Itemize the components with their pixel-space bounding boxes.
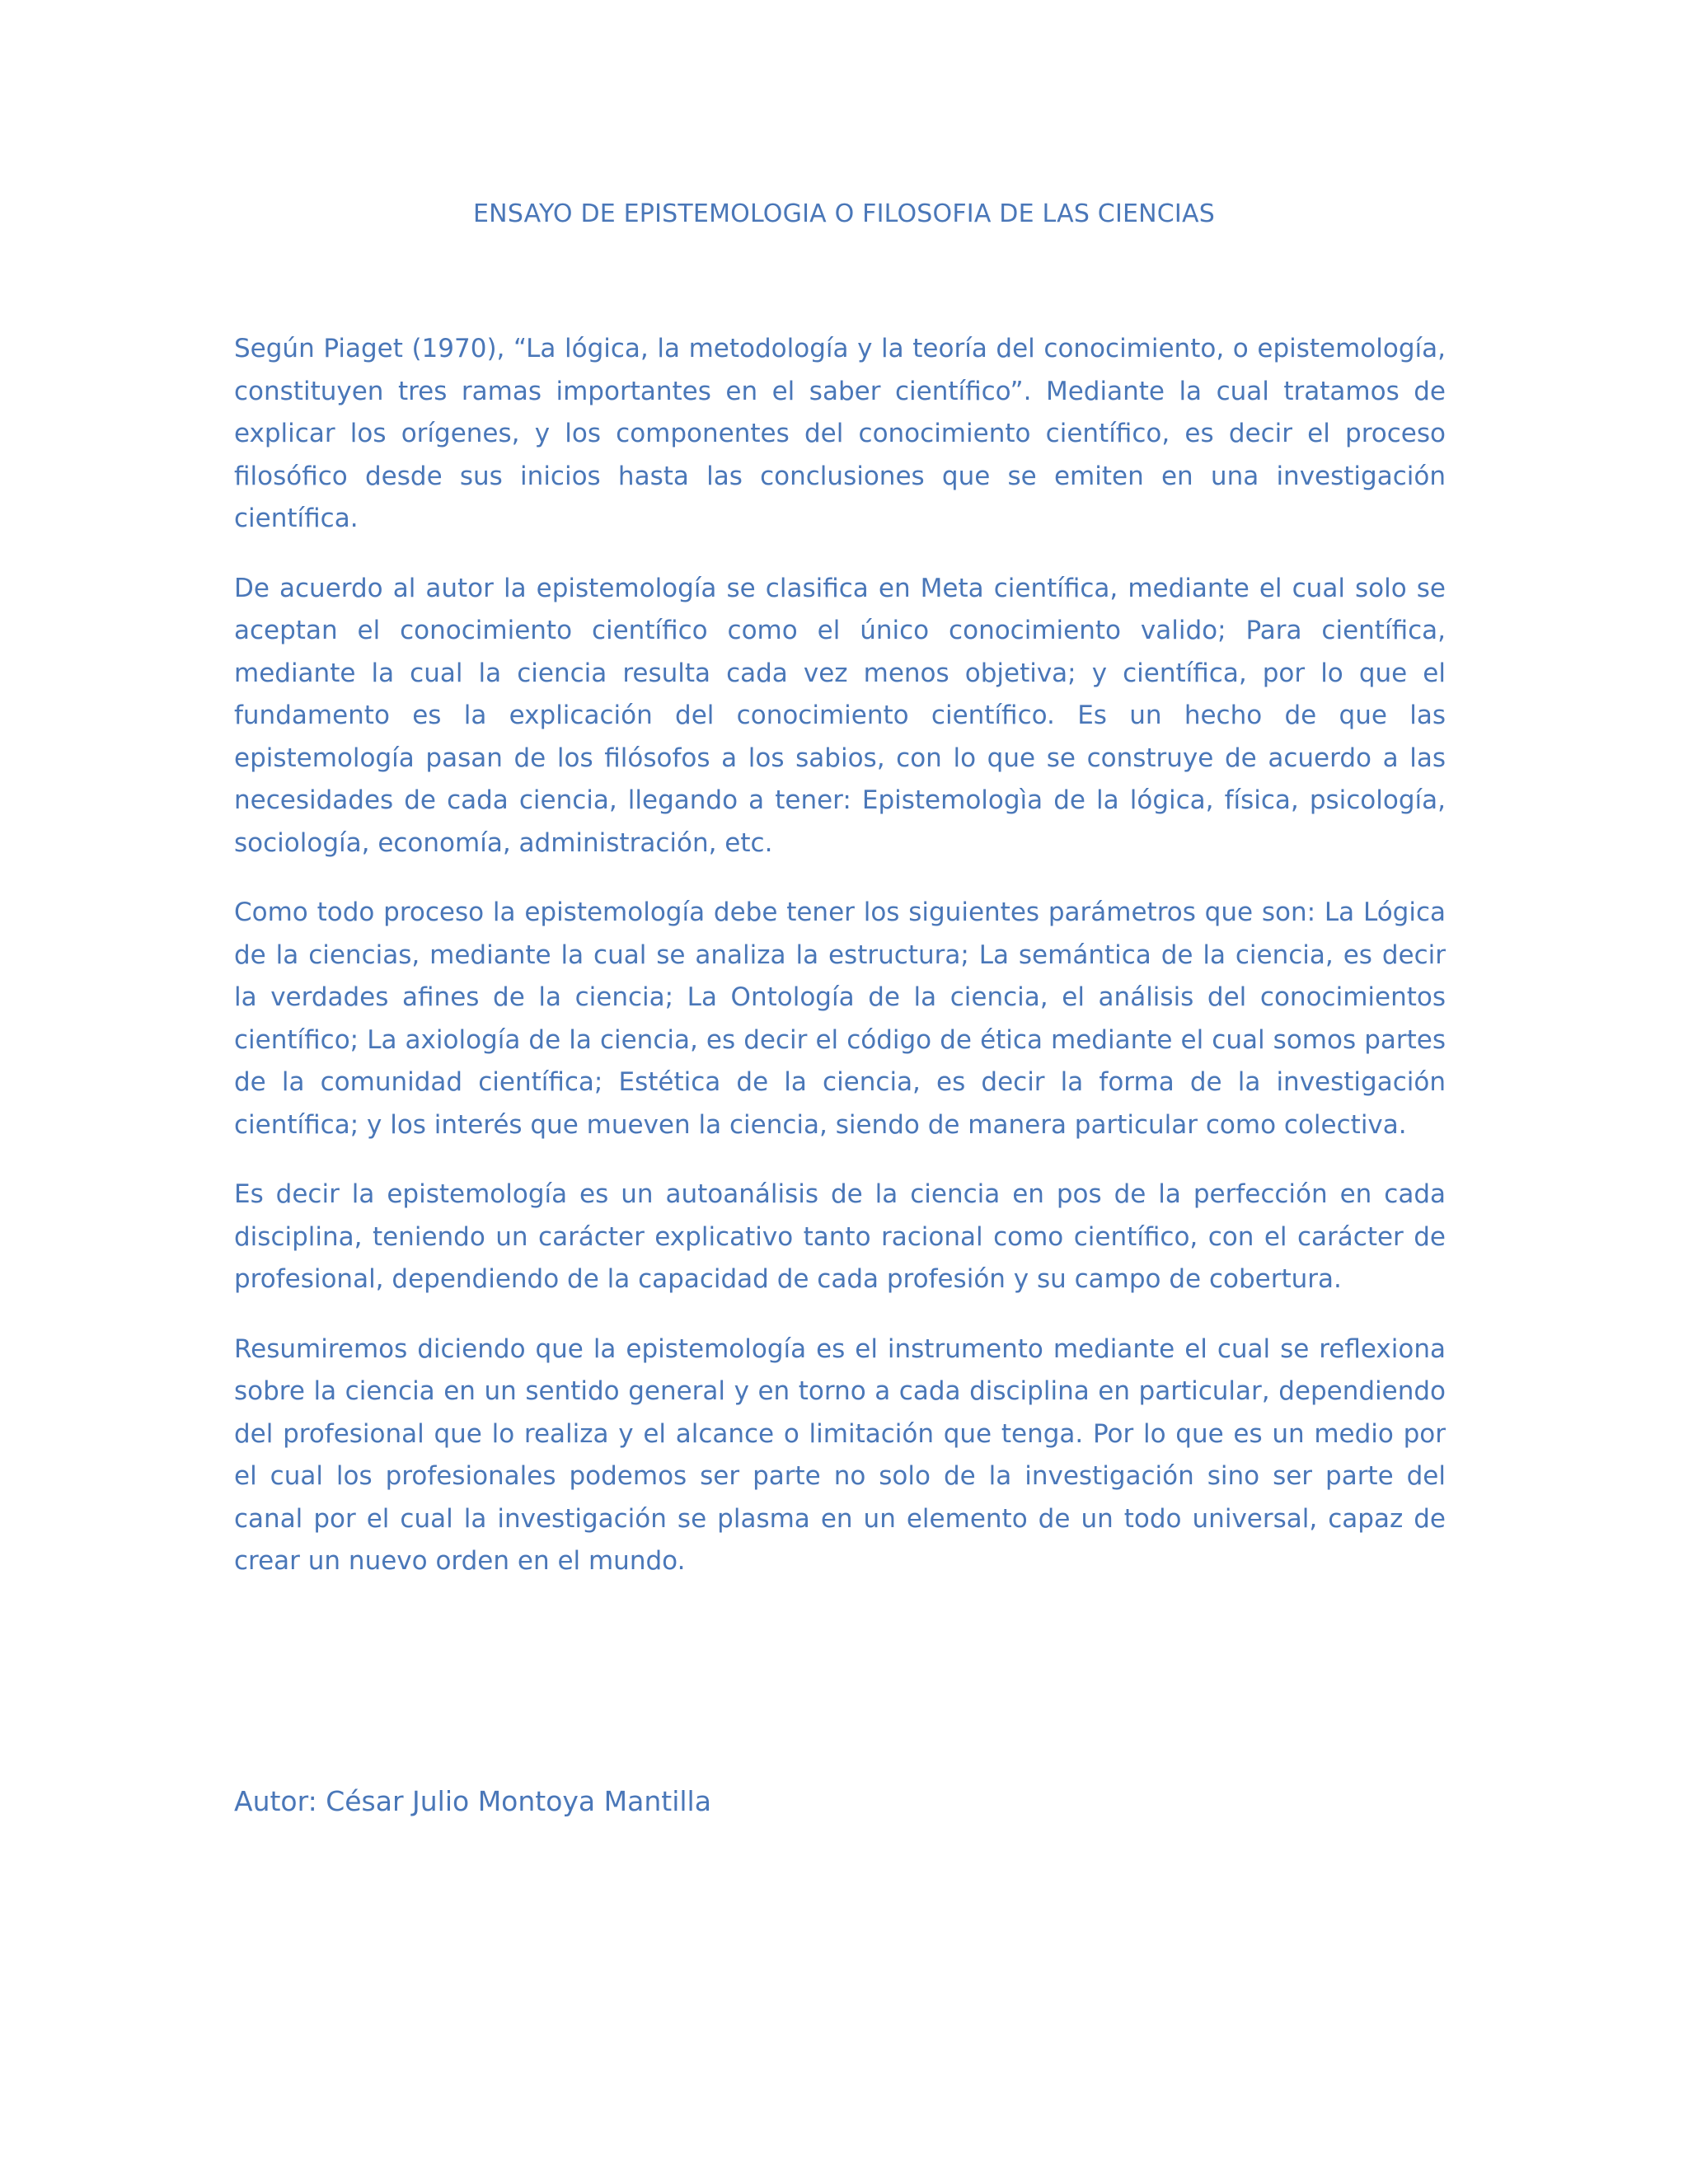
paragraph-1: Según Piaget (1970), “La lógica, la metodología y la teoría del conocimiento, o epistemología, constituyen tres ramas importantes en el saber científico”. Mediante la cual tratamos de explicar los orígenes, y los componentes del conocimiento científico, es decir el proceso filosófico desde sus inicios hasta las conclusiones que se emiten en una investigación científica. [234,334,1446,533]
paragraph-3: Como todo proceso la epistemología debe tener los siguientes parámetros que son: La Lógica de la ciencias, mediante la cual se analiza la estructura; La semántica de la ciencia, es decir la verdades afines de la ciencia; La Ontología de la ciencia, el análisis del conocimientos científico; La axiología de la ciencia, es decir el código de ética mediante el cual somos partes de la comunidad científica; Estética de la ciencia, es decir la forma de la investigación científica; y los interés que mueven la ciencia, siendo de manera particular como colectiva. [234,898,1446,1140]
paragraph-2: De acuerdo al autor la epistemología se clasifica en Meta científica, mediante el cual solo se aceptan el conocimiento científico como el único conocimiento valido; Para científica, mediante la cual la ciencia resulta cada vez menos objetiva; y científica, por lo que el fundamento es la explicación del conocimiento científico. Es un hecho de que las epistemología pasan de los filósofos a los sabios, con lo que se construye de acuerdo a las necesidades de cada ciencia, llegando a tener: Epistemologìa de la lógica, física, psicología, sociología, economía, administración, etc. [234,573,1446,858]
document-title: ENSAYO DE EPISTEMOLOGIA O FILOSOFIA DE LAS CIENCIAS [473,199,1215,228]
paragraph-4: Es decir la epistemología es un autoanálisis de la ciencia en pos de la perfección en cada disciplina, teniendo un carácter explicativo tanto racional como científico, con el carácter de profesional, dependiendo de la capacidad de cada profesión y su campo de cobertura. [234,1179,1446,1294]
paragraph-5: Resumiremos diciendo que la epistemología es el instrumento mediante el cual se reflexiona sobre la ciencia en un sentido general y en torno a cada disciplina en particular, dependiendo del profesional que lo realiza y el alcance o limitación que tenga. Por lo que es un medio por el cual los profesionales podemos ser parte no solo de la investigación sino ser parte del canal por el cual la investigación se plasma en un elemento de un todo universal, capaz de crear un nuevo orden en el mundo. [234,1333,1446,1576]
author-line: Autor: César Julio Montoya Mantilla [234,1785,711,1817]
document-body [234,328,1446,1610]
